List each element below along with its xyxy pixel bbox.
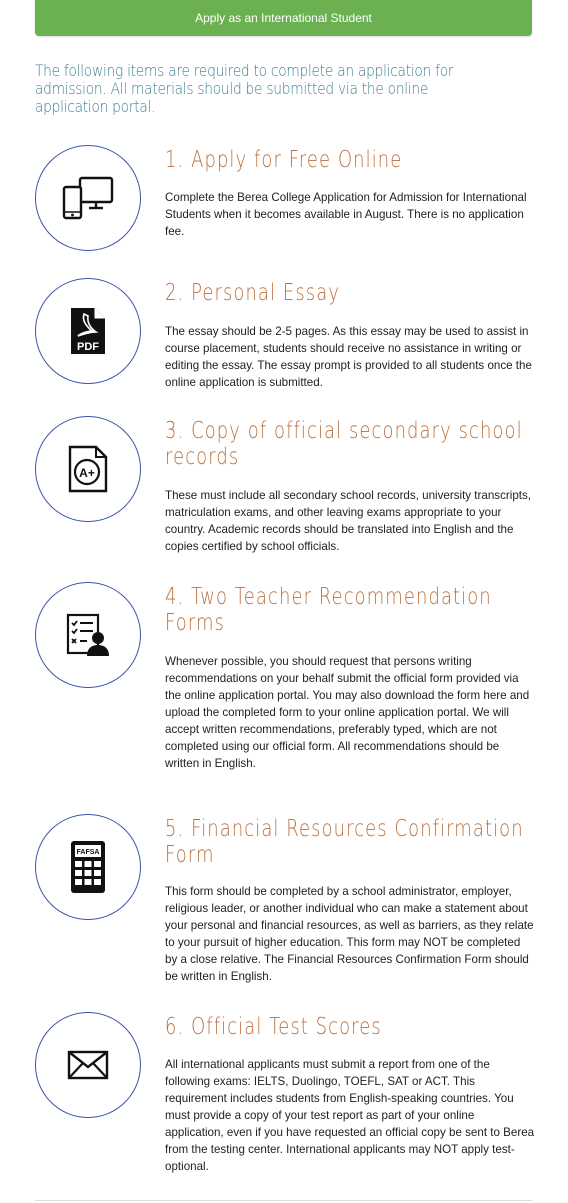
pdf-icon: [68, 306, 108, 356]
devices-icon: [61, 175, 115, 221]
step-5-icon-circle: [35, 814, 141, 920]
step-4-title-line-1: 4. Two Teacher Recommendation: [165, 584, 492, 610]
step-1-title-line: 1. Apply for Free Online: [165, 147, 403, 173]
step-6-icon-circle: [35, 1012, 141, 1118]
recommendation-form-icon: [65, 612, 111, 658]
fafsa-label: FAFSA: [76, 849, 100, 856]
step-6-body: All international applicants must submit a report from one of the following exams: IELTS, Duolingo, TOEFL, SAT or ACT. This requirement includes students from English-speaking countries. You must provide a copy of your test report as part of your online application, even if you have requested an official copy be sent to Berea from the testing center. International applicants may NOT apply test-optional.: [165, 1058, 535, 1173]
envelope-icon: [67, 1050, 109, 1080]
step-2-body: The essay should be 2-5 pages. As this essay may be used to assist in course placement, students should receive no assistance in writing or editing the essay. The essay prompt is provided to all students once the online application is submitted.: [165, 325, 532, 389]
step-1-title: [165, 147, 461, 173]
step-3-icon-circle: [35, 416, 141, 522]
grade-document-icon: [66, 444, 110, 494]
step-4-title: [165, 584, 492, 636]
step-6-title: [165, 1014, 461, 1040]
calculator-icon: [70, 840, 106, 894]
step-1-icon-circle: [35, 145, 141, 251]
step-2-icon-circle: [35, 278, 141, 384]
step-5-body: This form should be completed by a school administrator, employer, religious leader, or another individual who can make a statement about your personal and financial resources, as well as barriers, as they relate to your pursuit of higher education. This form may NOT be completed by a close relative. The Financial Resources Confirmation Form should be written in English.: [165, 885, 534, 983]
step-5-title-line-2: Form: [165, 842, 215, 868]
step-5-title-line-1: 5. Financial Resources Confirmation: [165, 816, 524, 842]
bottom-divider: [35, 1200, 532, 1201]
step-6-title-line: 6. Official Test Scores: [165, 1014, 382, 1040]
grade-a-plus-label: A+: [79, 466, 95, 480]
step-5-title: [165, 816, 524, 868]
step-4-icon-circle: [35, 582, 141, 688]
step-2-title-line: 2. Personal Essay: [165, 280, 340, 306]
step-4-body: Whenever possible, you should request that persons writing recommendations on your behalf submit the official form provided via the online application portal. You may also download the form here and upload the completed form to your online application portal. We will accept written recommendations, preferably typed, which are not completed using our official form. All recommendations should be written in English.: [165, 655, 530, 770]
intro-text: The following items are required to complete an application for admission. All materials should be submitted via the online application portal.: [35, 61, 454, 116]
step-3-title: [165, 418, 523, 470]
step-3-title-line-1: 3. Copy of official secondary school: [165, 418, 523, 444]
step-4-title-line-2: Forms: [165, 610, 225, 636]
step-3-body: These must include all secondary school records, university transcripts, matriculation exams, and other leaving exams appropriate to your country. Academic records should be translated into English and the copies certified by school officials.: [165, 489, 532, 553]
step-3-title-line-2: records: [165, 444, 240, 470]
step-1-body: Complete the Berea College Application for Admission for International Students when it becomes available in August. There is no application fee.: [165, 191, 527, 238]
pdf-label: PDF: [77, 341, 99, 353]
step-2-title: [165, 280, 461, 306]
apply-international-button[interactable]: Apply as an International Student: [35, 0, 532, 36]
